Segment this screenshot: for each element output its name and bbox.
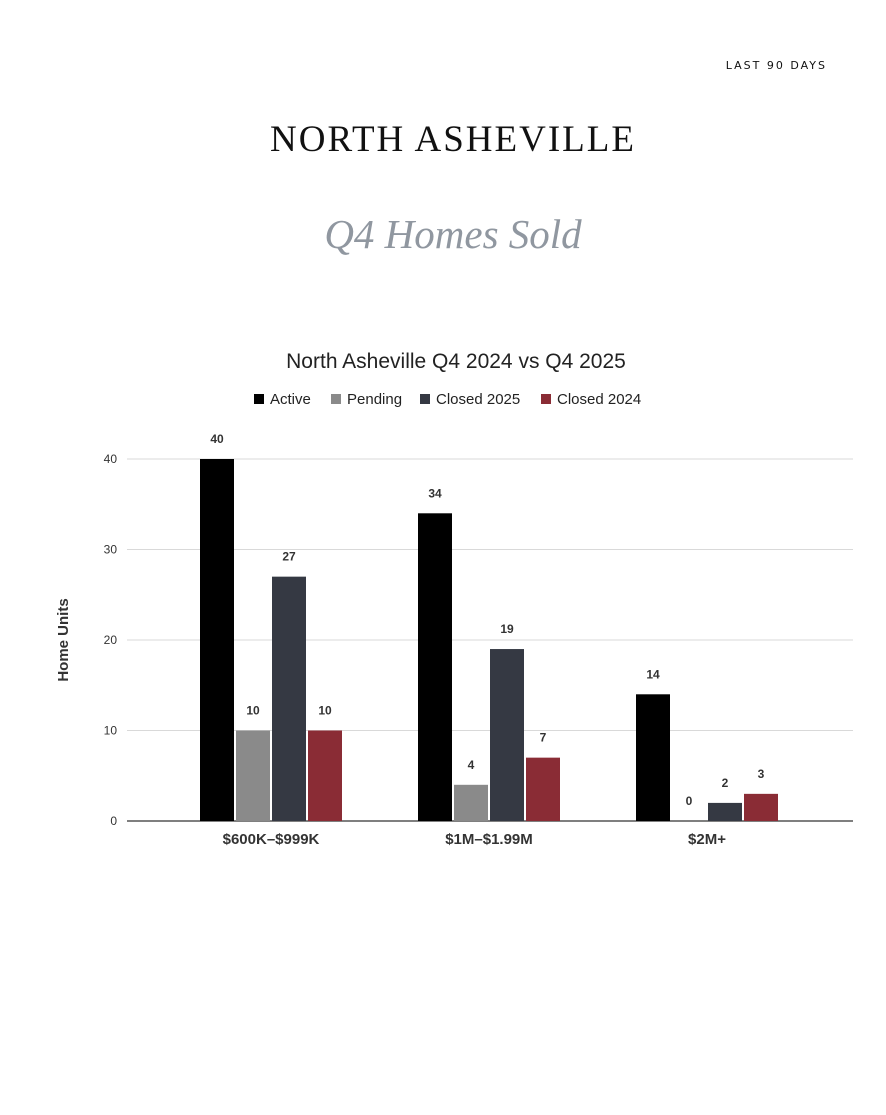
bar (636, 694, 670, 821)
bar (200, 459, 234, 821)
data-label: 4 (467, 757, 475, 772)
bar (454, 785, 488, 821)
y-tick-label: 40 (103, 452, 117, 466)
y-axis-label: Home Units (55, 598, 72, 682)
data-label: 14 (646, 667, 660, 682)
legend-swatch (541, 394, 551, 404)
data-label: 34 (428, 486, 442, 501)
y-tick-label: 10 (103, 723, 117, 738)
data-label: 40 (210, 432, 224, 446)
data-label: 0 (685, 794, 693, 808)
legend-label: Closed 2025 (436, 391, 521, 408)
bar (308, 731, 342, 822)
data-label: 7 (539, 730, 547, 745)
data-label: 19 (500, 622, 514, 637)
bar (236, 731, 270, 822)
bar (708, 803, 742, 821)
legend-swatch (254, 394, 264, 404)
x-category-label: $2M+ (688, 831, 726, 848)
x-category-label: $1M–$1.99M (445, 831, 533, 848)
bar (526, 758, 560, 821)
data-label: 10 (318, 703, 332, 718)
legend-swatch (331, 394, 341, 404)
bar (418, 513, 452, 821)
legend-label: Closed 2024 (557, 391, 642, 408)
bar (490, 649, 524, 821)
bar (272, 577, 306, 821)
data-label: 2 (721, 775, 729, 790)
legend-label: Active (270, 391, 311, 408)
bar-chart (0, 330, 886, 870)
data-label: 3 (757, 766, 765, 781)
x-category-label: $600K–$999K (222, 831, 320, 848)
chart-title: North Asheville Q4 2024 vs Q4 2025 (286, 350, 626, 373)
page-subtitle: Q4 Homes Sold (324, 211, 582, 257)
y-tick-label: 30 (103, 542, 117, 557)
y-tick-label: 0 (110, 814, 117, 828)
bar (744, 794, 778, 821)
data-label: 10 (246, 703, 260, 718)
page-title: NORTH ASHEVILLE (270, 119, 636, 160)
legend-swatch (420, 394, 430, 404)
legend-label: Pending (347, 391, 403, 408)
y-tick-label: 20 (103, 633, 117, 647)
data-label: 27 (282, 549, 296, 564)
period-label: LAST 90 DAYS (725, 59, 827, 72)
